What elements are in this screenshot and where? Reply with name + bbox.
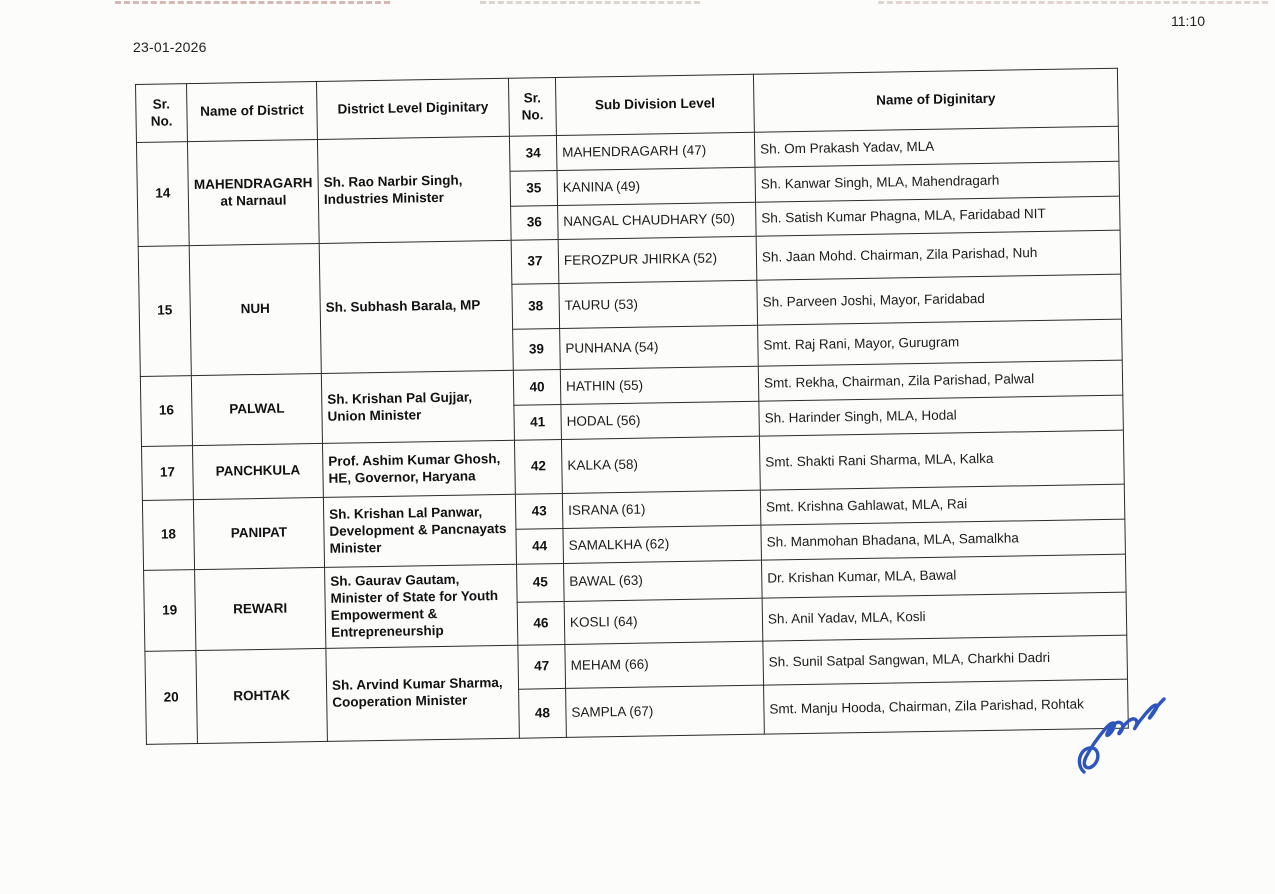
subdivision-cell: MAHENDRAGARH (47) (556, 132, 755, 170)
subdivision-cell: KANINA (49) (557, 167, 756, 205)
district-cell: PANIPAT (193, 497, 324, 569)
subdivision-cell: NANGAL CHAUDHARY (50) (558, 202, 757, 239)
subdivision-cell: FEROZPUR JHIRKA (52) (558, 236, 757, 283)
dignitary-cell: Sh. Kanwar Singh, MLA, Mahendragarh (755, 161, 1120, 202)
district-cell: NUH (189, 243, 321, 375)
header-dignitary: Name of Diginitary (753, 68, 1118, 132)
dignitary-cell: Sh. Jaan Mohd. Chairman, Zila Parishad, Nuh (756, 230, 1121, 280)
subdivision-cell: KOSLI (64) (564, 598, 763, 644)
dignitary-cell: Smt. Krishna Gahlawat, MLA, Rai (760, 484, 1125, 525)
sub-sr-cell: 39 (513, 328, 561, 370)
district-cell: PANCHKULA (193, 443, 324, 499)
district-dignitary-cell: Sh. Krishan Lal Panwar, Development & Pancnayats Minister (323, 494, 516, 567)
header-sub-division: Sub Division Level (555, 74, 754, 135)
district-cell: REWARI (195, 567, 326, 650)
header-district: Name of District (187, 81, 318, 141)
document-date: 23-01-2026 (133, 39, 207, 55)
district-dignitary-cell: Sh. Gaurav Gautam, Minister of State for Youth Empowerment & Entrepreneurship (325, 564, 518, 648)
sr-cell: 18 (142, 500, 194, 571)
subdivision-cell: ISRANA (61) (562, 490, 761, 528)
district-dignitary-cell: Sh. Subhash Barala, MP (319, 240, 513, 373)
dignitaries-table (135, 68, 1129, 745)
subdivision-cell: MEHAM (66) (565, 641, 764, 688)
district-dignitary-cell: Sh. Arvind Kumar Sharma, Cooperation Minister (326, 645, 520, 741)
sr-cell: 17 (142, 446, 194, 501)
district-dignitary-cell: Sh. Krishan Pal Gujjar, Union Minister (321, 370, 514, 443)
dignitary-cell: Sh. Om Prakash Yadav, MLA (754, 126, 1119, 167)
district-cell: PALWAL (191, 373, 322, 445)
dignitary-cell: Sh. Anil Yadav, MLA, Kosli (762, 592, 1127, 641)
district-cell: MAHENDRAGARH at Narnaul (187, 139, 319, 245)
dignitary-cell: Dr. Krishan Kumar, MLA, Bawal (761, 554, 1126, 598)
subdivision-cell: BAWAL (63) (564, 560, 763, 601)
sub-sr-cell: 38 (512, 283, 560, 329)
dignitary-cell: Smt. Manju Hooda, Chairman, Zila Parishad, Rohtak (764, 679, 1129, 734)
sub-sr-cell: 41 (514, 404, 562, 440)
sub-sr-cell: 46 (517, 601, 565, 645)
sr-cell: 19 (144, 570, 196, 652)
sub-sr-cell: 35 (510, 171, 558, 207)
dignitary-cell: Sh. Sunil Satpal Sangwan, MLA, Charkhi Dadri (763, 635, 1128, 685)
sr-cell: 20 (145, 651, 198, 745)
dignitary-cell: Smt. Rekha, Chairman, Zila Parishad, Palwal (758, 360, 1123, 401)
sub-sr-cell: 44 (516, 528, 564, 564)
district-cell: ROHTAK (196, 648, 328, 743)
sr-cell: 15 (138, 246, 191, 377)
dignitary-cell: Sh. Harinder Singh, MLA, Hodal (759, 395, 1124, 436)
dignitary-cell: Sh. Satish Kumar Phagna, MLA, Faridabad NIT (756, 196, 1121, 236)
subdivision-cell: HODAL (56) (561, 401, 760, 439)
sub-sr-cell: 45 (517, 563, 565, 602)
bleed-through-mark (115, 1, 390, 4)
header-district-dignitary: District Level Diginitary (316, 78, 509, 139)
bleed-through-mark (480, 1, 700, 4)
header-sr-no: Sr. No. (136, 84, 188, 143)
subdivision-cell: HATHIN (55) (560, 366, 759, 404)
sub-sr-cell: 43 (515, 493, 563, 529)
sub-sr-cell: 37 (511, 240, 559, 285)
sub-sr-cell: 48 (519, 688, 567, 738)
subdivision-cell: SAMPLA (67) (566, 685, 765, 737)
scan-time: 11:10 (1171, 13, 1205, 29)
subdivision-cell: KALKA (58) (561, 436, 760, 493)
bleed-through-mark (878, 1, 1268, 4)
dignitary-cell: Sh. Parveen Joshi, Mayor, Faridabad (757, 274, 1122, 325)
sr-cell: 14 (136, 142, 189, 247)
sr-cell: 16 (140, 376, 192, 447)
dignitary-cell: Sh. Manmohan Bhadana, MLA, Samalkha (761, 519, 1126, 560)
subdivision-cell: TAURU (53) (559, 280, 758, 328)
subdivision-cell: PUNHANA (54) (560, 325, 759, 369)
dignitary-cell: Smt. Raj Rani, Mayor, Gurugram (758, 319, 1123, 366)
sub-sr-cell: 40 (513, 369, 561, 405)
sub-sr-cell: 34 (509, 136, 557, 172)
dignitary-cell: Smt. Shakti Rani Sharma, MLA, Kalka (759, 430, 1124, 490)
header-sub-sr-no: Sr. No. (508, 78, 556, 137)
subdivision-cell: SAMALKHA (62) (563, 525, 762, 563)
sub-sr-cell: 42 (514, 439, 562, 494)
sub-sr-cell: 47 (518, 644, 566, 689)
dignitaries-table-wrapper (135, 68, 1128, 745)
sub-sr-cell: 36 (511, 206, 559, 241)
district-dignitary-cell: Sh. Rao Narbir Singh, Industries Minister (317, 136, 511, 243)
district-dignitary-cell: Prof. Ashim Kumar Ghosh, HE, Governor, Haryana (322, 440, 515, 497)
